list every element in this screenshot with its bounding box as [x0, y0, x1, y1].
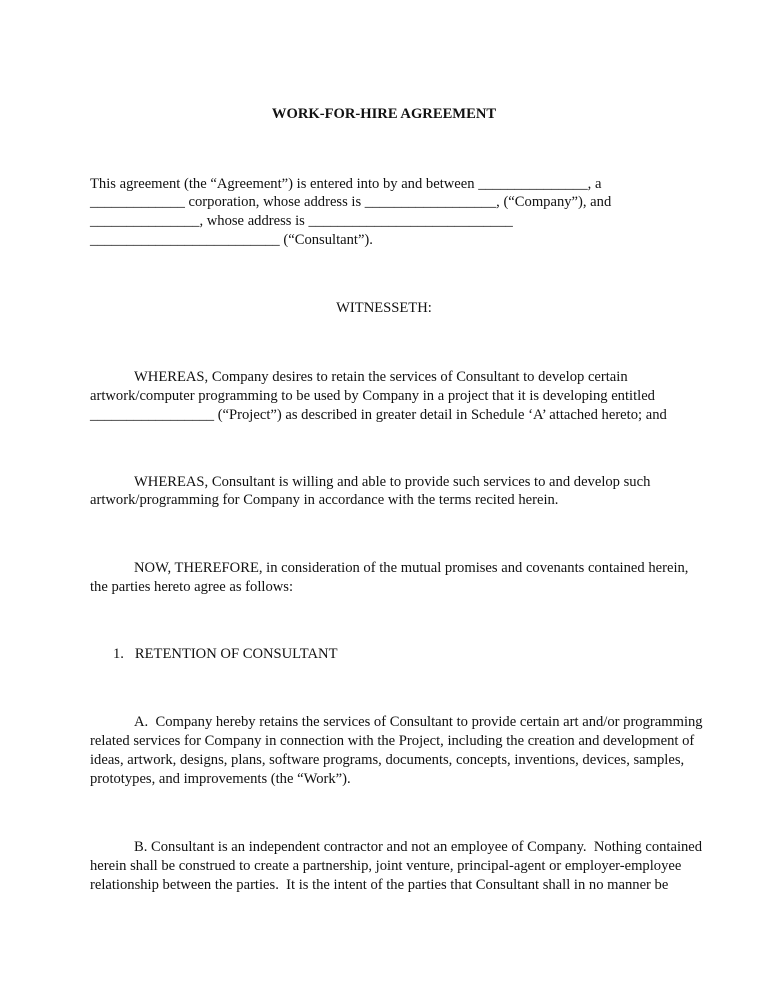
section-1-a-line: ideas, artwork, designs, plans, software programs, documents, concepts, inventions, devices, samples, — [90, 752, 685, 768]
now-therefore-line: NOW, THEREFORE, in consideration of the mutual promises and covenants contained herein, — [134, 560, 689, 576]
preamble-line: _______________, whose address is ____________________________ — [90, 213, 513, 229]
whereas-paragraph-1-line: WHEREAS, Company desires to retain the services of Consultant to develop certain — [134, 369, 628, 385]
section-1-a-line: A. Company hereby retains the services of Consultant to provide certain art and/or programming — [134, 714, 703, 730]
whereas-paragraph-2-line: artwork/programming for Company in accordance with the terms recited herein. — [90, 492, 559, 508]
now-therefore-line: the parties hereto agree as follows: — [90, 579, 294, 595]
section-1-a-line: prototypes, and improvements (the “Work”). — [90, 771, 351, 787]
preamble-line: This agreement (the “Agreement”) is entered into by and between _______________, a — [90, 176, 602, 192]
section-1-heading: 1. RETENTION OF CONSULTANT — [113, 646, 338, 662]
section-1-b-line: relationship between the parties. It is the intent of the parties that Consultant shall in no manner be — [90, 877, 669, 893]
whereas-paragraph-1-line: _________________ (“Project”) as described in greater detail in Schedule ‘A’ attached hereto; and — [90, 407, 667, 423]
section-1-b-line: B. Consultant is an independent contractor and not an employee of Company. Nothing contained — [134, 839, 703, 855]
preamble-line: __________________________ (“Consultant”). — [90, 232, 373, 248]
document-title: WORK-FOR-HIRE AGREEMENT — [271, 106, 497, 122]
section-1-a-line: related services for Company in connection with the Project, including the creation and development of — [90, 733, 695, 749]
whereas-paragraph-2-line: WHEREAS, Consultant is willing and able to provide such services to and develop such — [134, 474, 651, 490]
witnesseth-heading: WITNESSETH: — [336, 300, 432, 316]
preamble-line: _____________ corporation, whose address is __________________, (“Company”), and — [90, 194, 612, 210]
whereas-paragraph-1-line: artwork/computer programming to be used by Company in a project that it is developing entitled — [90, 388, 655, 404]
section-1-b-line: herein shall be construed to create a partnership, joint venture, principal-agent or employer-employee — [90, 858, 682, 874]
